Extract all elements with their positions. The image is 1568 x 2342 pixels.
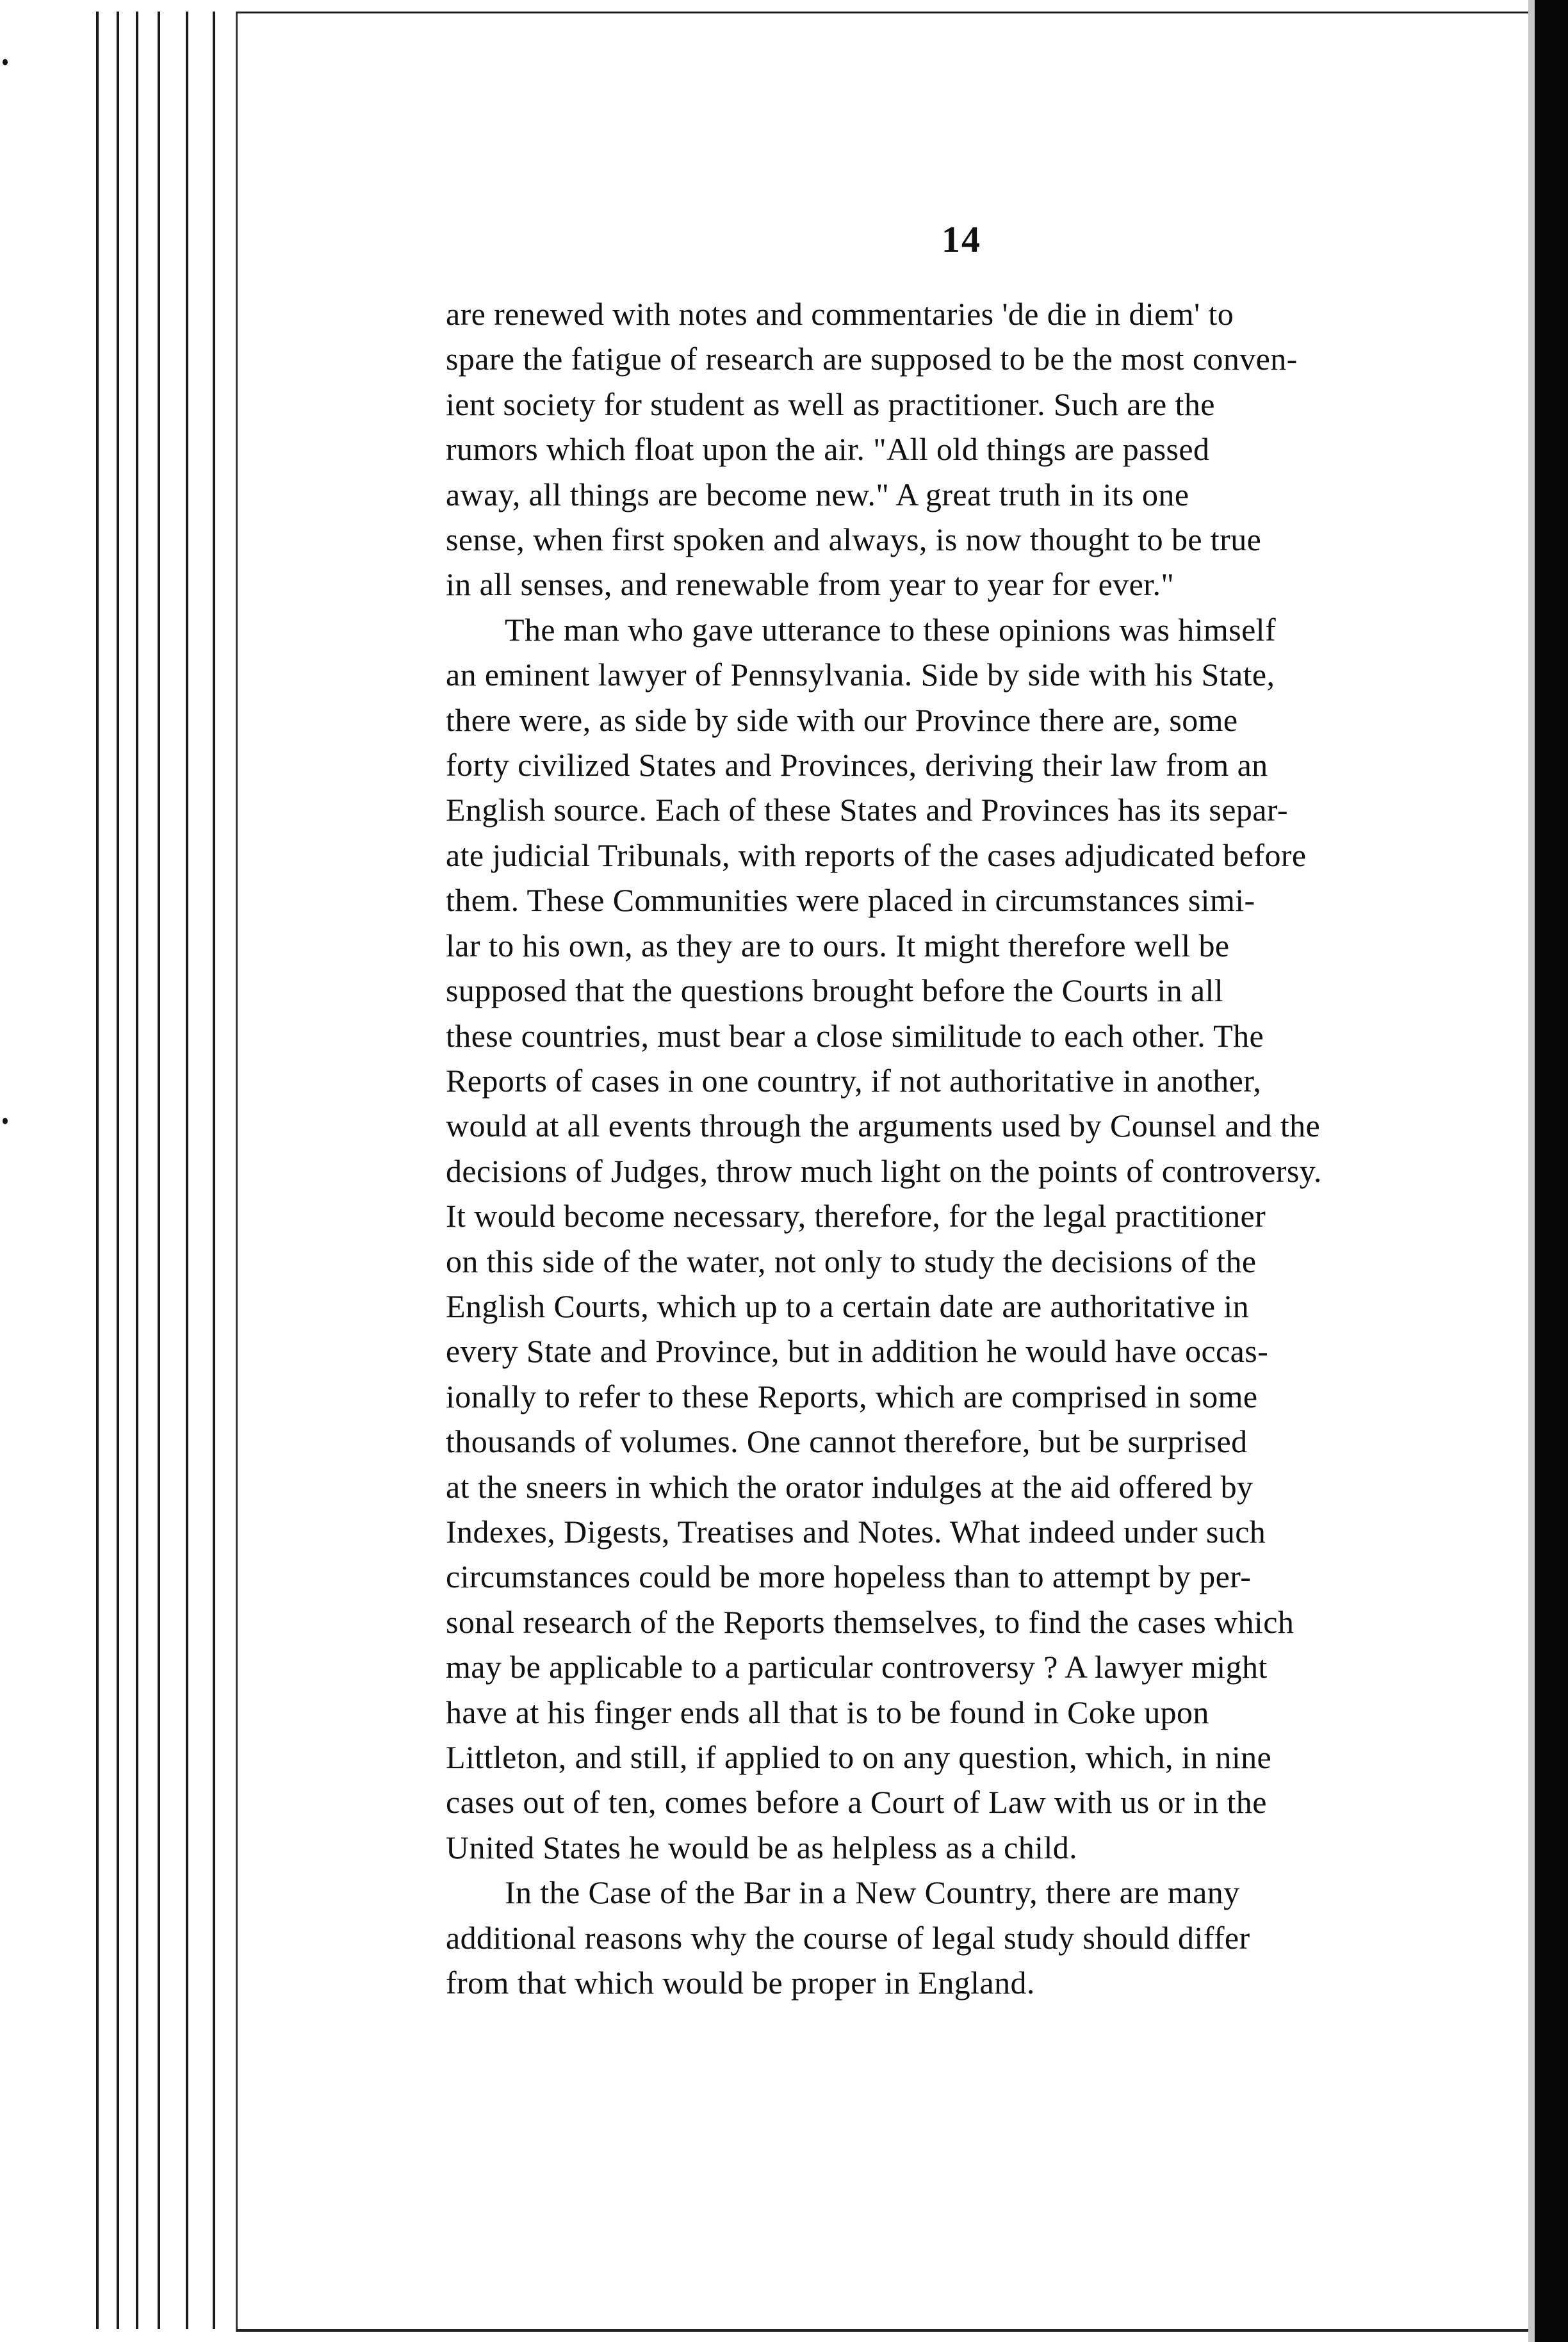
scan-edge-shadow <box>1528 0 1535 2342</box>
paragraph: The man who gave utterance to these opinions was himself an eminent lawyer of Pennsylvania. Side by side with his State, there were, as side by side with our Province there are, some forty civilized States and Provinces, deriving their law from an English source. Each of these States and Provinces has its separ- ate judicial Tribunals, with reports of the cases adjudicated before them. These Communities were placed in circumstances simi- lar to his own, as they are to ours. It might therefore well be supposed that the questions brought before the Courts in all these countries, must bear a close similitude to each other. The Reports of cases in one country, if not authoritative in another, would at all events through the arguments used by Counsel and the decisions of Judges, throw much light on the points of controversy. It would become necessary, therefore, for the legal practitioner on this side of the water, not only to study the decisions of the English Courts, which up to a certain date are authoritative in every State and Province, but in addition he would have occas- ionally to refer to these Reports, which are comprised in some thousands of volumes. One cannot therefore, but be surprised at the sneers in which the orator indulges at the aid offered by Indexes, Digests, Treatises and Notes. What indeed under such circumstances could be more hopeless than to attempt by per- sonal research of the Reports themselves, to find the cases which may be applicable to a particular controversy ? A lawyer might have at his finger ends all that is to be found in Coke upon Littleton, and still, if applied to on any question, which, in nine cases out of ten, comes before a Court of Law with us or in the United States he would be as helpless as a child. <box>446 611 1322 1865</box>
page-leaf-edge <box>213 12 215 2329</box>
page-leaf-edge <box>158 12 160 2329</box>
body-text <box>446 291 1485 2005</box>
page-leaf-edge <box>96 12 99 2329</box>
page-leaf-edge <box>117 12 119 2329</box>
page-leaf-edge <box>136 12 138 2329</box>
scan-speck <box>3 1118 8 1124</box>
binding-edge <box>0 0 243 2342</box>
page-number: 14 <box>942 218 981 260</box>
paragraph: In the Case of the Bar in a New Country, there are many additional reasons why the course of legal study should differ from that which would be proper in England. <box>446 1874 1250 2001</box>
scan-edge <box>1535 0 1568 2342</box>
paragraph: are renewed with notes and commentaries 'de die in diem' to spare the fatigue of research are supposed to be the most conven- ient society for student as well as practitioner. Such are the rumors which float upon the air. "All old things are passed away, all things are become new." A great truth in its one sense, when first spoken and always, is now thought to be true in all senses, and renewable from year to year for ever." <box>446 296 1298 603</box>
page-leaf-edge <box>186 12 188 2329</box>
scan-speck <box>3 59 8 65</box>
